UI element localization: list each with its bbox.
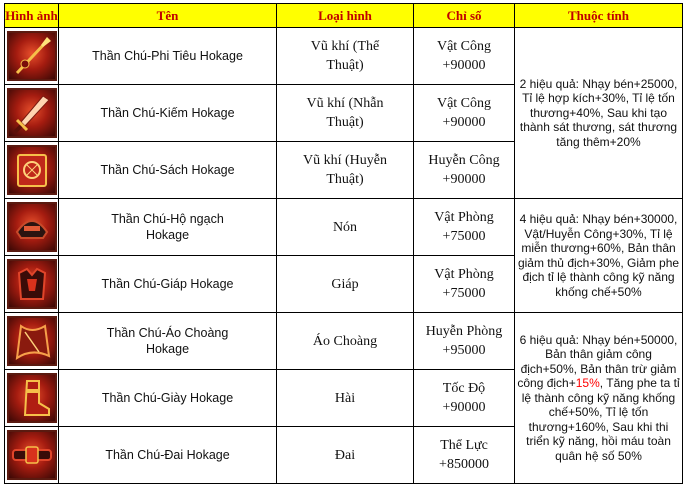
attr-line: 4 hiệu quả: Nhạy bén+30000, [519,212,678,226]
item-name-line: Hokage [145,228,190,242]
sword-icon [7,88,57,138]
item-type [277,28,414,85]
book-icon [7,145,57,195]
set-attribute-1 [515,28,683,199]
attr-line: tăng thêm+20% [556,134,641,149]
item-stat [414,85,515,142]
item-stat [414,199,515,256]
table-row [5,313,683,370]
helmet-icon [7,202,57,252]
item-stat [414,28,515,85]
boots-icon [7,373,57,423]
item-name: Thần Chú-Đai Hokage [59,427,277,484]
attr-line: Tỉ lệ hợp kích+30%, Tỉ lệ tốn [522,91,675,106]
header-stat: Chỉ số [414,4,515,28]
table-row [5,199,683,256]
item-type [277,142,414,199]
item-name-line: Thần Chú-Áo Choàng [106,326,229,340]
table-row [5,28,683,85]
armor-icon [7,259,57,309]
item-type-line: Thuật) [326,172,364,187]
item-stat-value: +75000 [442,229,486,244]
attr-line: 2 hiệu quả: Nhạy bén+25000, [519,76,678,91]
cloak-icon [7,316,57,366]
attr-line: địch tỉ lệ thành công kỹ năng [522,270,675,284]
item-image-cell [5,256,59,313]
item-stat [414,142,515,199]
item-stat-label: Vật Phòng [434,210,494,225]
item-stat-label: Vật Phòng [434,267,494,282]
item-name: Thần Chú-Giày Hokage [59,370,277,427]
item-stat [414,313,515,370]
item-type-line: Thuật) [326,58,364,73]
attr-line: Vật/Huyễn Công+30%, Tỉ lệ [524,226,673,241]
item-type: Áo Choàng [277,313,414,370]
spear-icon [7,31,57,81]
header-attribute: Thuộc tính [515,4,683,28]
table-header-row [5,4,683,28]
item-stat [414,427,515,484]
attr-line: khống chế+50% [555,284,642,299]
header-name: Tên [59,4,277,28]
item-stat-value: +95000 [442,343,486,358]
attr-line: miễn thương+60%, Bản thân [521,241,676,255]
item-stat-label: Vật Công [436,39,492,54]
item-stat-label: Huyễn Phòng [425,324,503,339]
item-image-cell [5,28,59,85]
item-name: Thần Chú-Sách Hokage [59,142,277,199]
attr-text: công địch+ [517,376,576,391]
item-stat-label: Huyễn Công [428,153,500,168]
attr-line: thương+40%, Sau khi tạo [530,105,667,120]
attr-text: , Tăng phe ta tỉ [599,376,680,391]
item-name: Thần Chú-Kiếm Hokage [59,85,277,142]
item-stat-value: +90000 [442,115,486,130]
item-type: Giáp [277,256,414,313]
item-image-cell [5,313,59,370]
item-type: Nón [277,199,414,256]
item-type-line: Vũ khí (Nhẫn [306,96,384,111]
belt-icon [7,430,57,480]
attr-line: triển kỹ năng, hồi máu toàn [526,434,671,449]
attr-line: chế+50%, Tỉ lệ tốn [548,405,649,420]
item-stat-label: Thể Lực [440,438,488,453]
item-stat-label: Tốc Độ [442,381,486,396]
item-type: Đai [277,427,414,484]
item-type-line: Vũ khí (Huyễn [303,153,387,168]
item-type: Hài [277,370,414,427]
item-name [59,313,277,370]
header-type: Loại hình [277,4,414,28]
attr-line: giảm thủ địch+30%, Giảm phe [517,255,680,270]
item-image-cell [5,199,59,256]
item-image-cell [5,427,59,484]
attr-line: thành sát thương, sát thương [519,120,678,135]
set-attribute-3 [515,313,683,484]
attr-line: Bản thân giảm công [545,347,652,362]
item-name-line: Thần Chú-Hộ ngạch [111,212,224,226]
item-image-cell [5,142,59,199]
item-stat-value: +75000 [442,286,486,301]
item-stat [414,370,515,427]
item-name [59,199,277,256]
item-stat-value: +850000 [439,457,489,472]
item-stat-value: +90000 [442,400,486,415]
set-attribute-2 [515,199,683,313]
item-stat-value: +90000 [442,58,486,73]
item-stat-label: Vật Công [436,96,492,111]
item-name: Thần Chú-Phi Tiêu Hokage [59,28,277,85]
header-image: Hình ảnh [5,4,59,28]
attr-line: quân hệ số 50% [555,448,642,463]
item-stat [414,256,515,313]
item-type-line: Vũ khí (Thể [310,39,380,54]
item-image-cell [5,85,59,142]
attr-line: lệ thành công kỹ năng khống [521,390,676,405]
attr-line [515,376,682,391]
attr-highlight: 15% [575,376,600,391]
item-type-line: Thuật) [326,115,364,130]
attr-line: 6 hiệu quả: Nhạy bén+50000, [519,332,678,347]
items-table [4,3,683,484]
attr-line: thương+160%, Sau khi thi [528,419,669,434]
item-name: Thần Chú-Giáp Hokage [59,256,277,313]
item-name-line: Hokage [145,342,190,356]
item-image-cell [5,370,59,427]
attr-line: địch+50%, Bản thân trừ giảm [520,361,677,376]
item-stat-value: +90000 [442,172,486,187]
item-type [277,85,414,142]
